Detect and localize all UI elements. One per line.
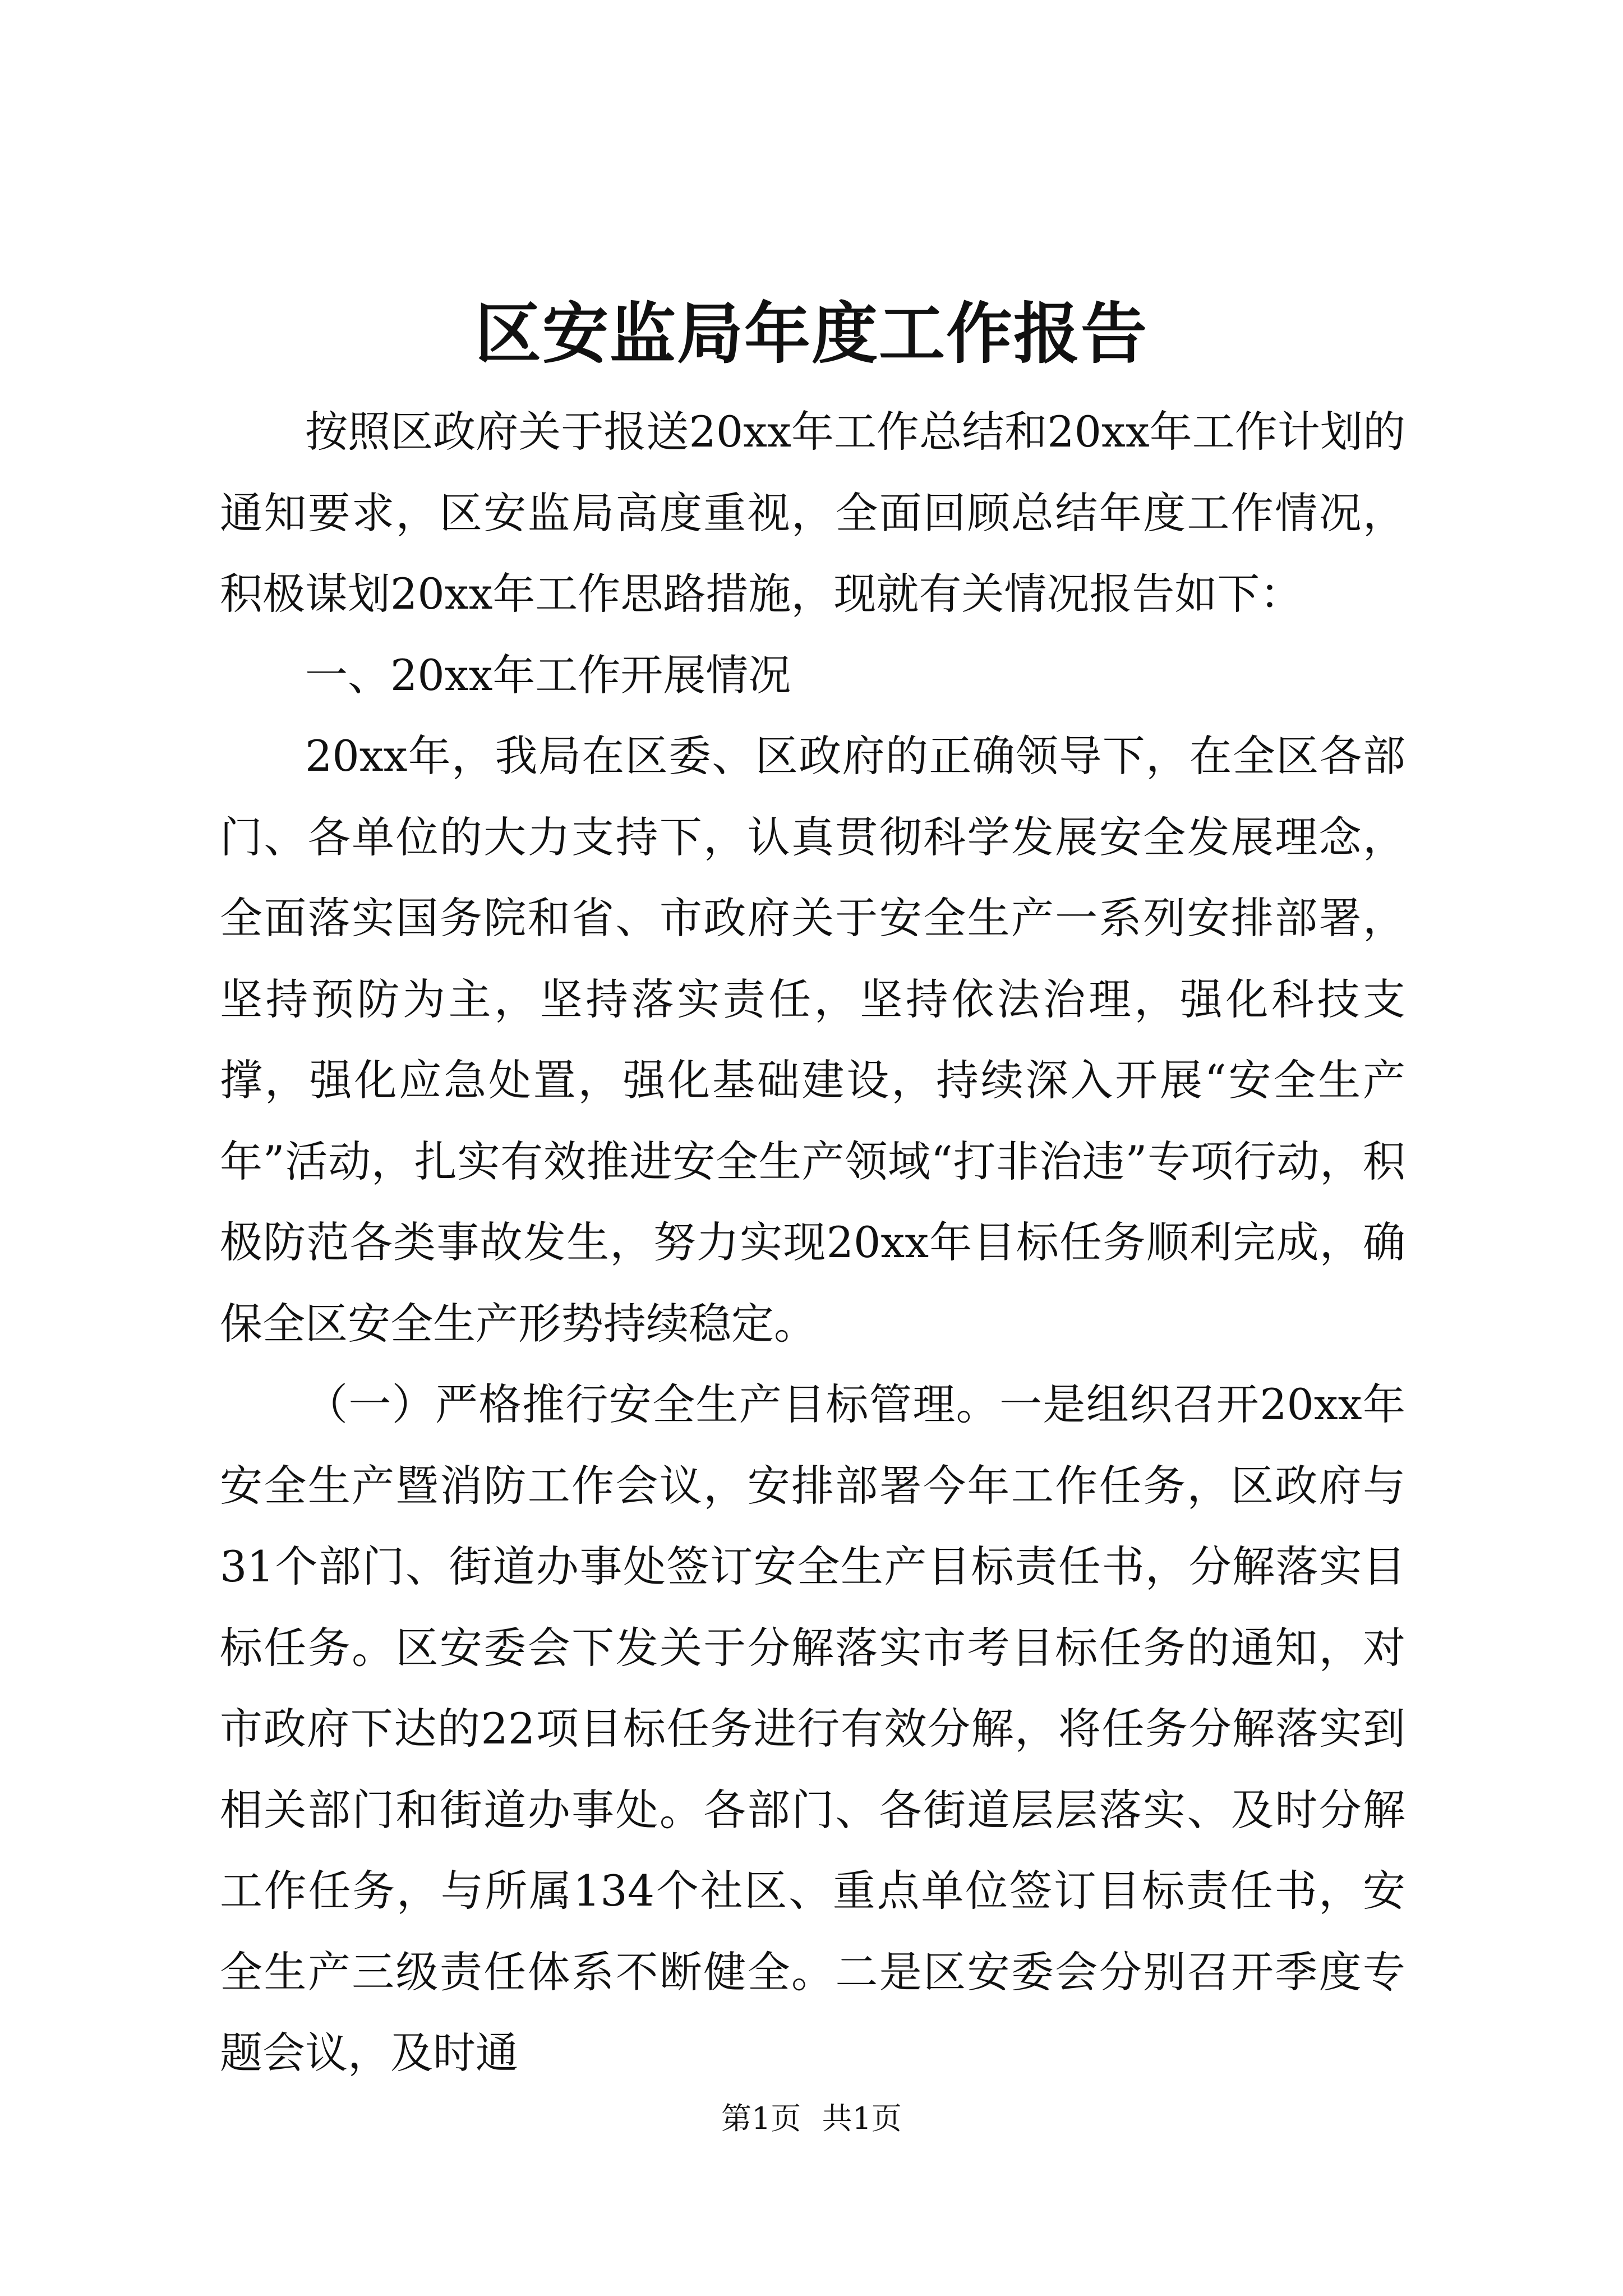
document-body bbox=[220, 392, 1405, 2094]
page-footer bbox=[0, 2099, 1623, 2138]
section-heading-1: 一、20xx年工作开展情况 bbox=[305, 650, 791, 700]
page-number-total: 共1页 bbox=[822, 2101, 902, 2136]
paragraph-overview: 20xx年，我局在区委、区政府的正确领导下，在全区各部门、各单位的大力支持下，认真贯彻科学发展安全发展理念，全面落实国务院和省、市政府关于安全生产一系列安排部署，坚持预防为主，坚持落实责任，坚持依法治理，强化科技支撑，强化应急处置，强化基础建设，持续深入开展“安全生产年”活动，扎实有效推进安全生产领域“打非治违”专项行动，积极防范各类事故发生，努力实现20xx年目标任务顺利完成，确保全区安全生产形势持续稳定。 bbox=[220, 731, 1405, 1349]
paragraph-target-management: （一）严格推行安全生产目标管理。一是组织召开20xx年安全生产暨消防工作会议，安排部署今年工作任务，区政府与31个部门、街道办事处签订安全生产目标责任书，分解落实目标任务。区安委会下发关于分解落实市考目标任务的通知，对市政府下达的22项目标任务进行有效分解，将任务分解落实到相关部门和街道办事处。各部门、各街道层层落实、及时分解工作任务，与所属134个社区、重点单位签订目标责任书，安全生产三级责任体系不断健全。二是区安委会分别召开季度专题会议，及时通 bbox=[220, 1379, 1405, 2078]
paragraph-intro: 按照区政府关于报送20xx年工作总结和20xx年工作计划的通知要求，区安监局高度重视，全面回顾总结年度工作情况，积极谋划20xx年工作思路措施，现就有关情况报告如下： bbox=[220, 407, 1405, 619]
document-title: 区安监局年度工作报告 bbox=[474, 295, 1148, 372]
page-number-current: 第1页 bbox=[721, 2101, 801, 2136]
